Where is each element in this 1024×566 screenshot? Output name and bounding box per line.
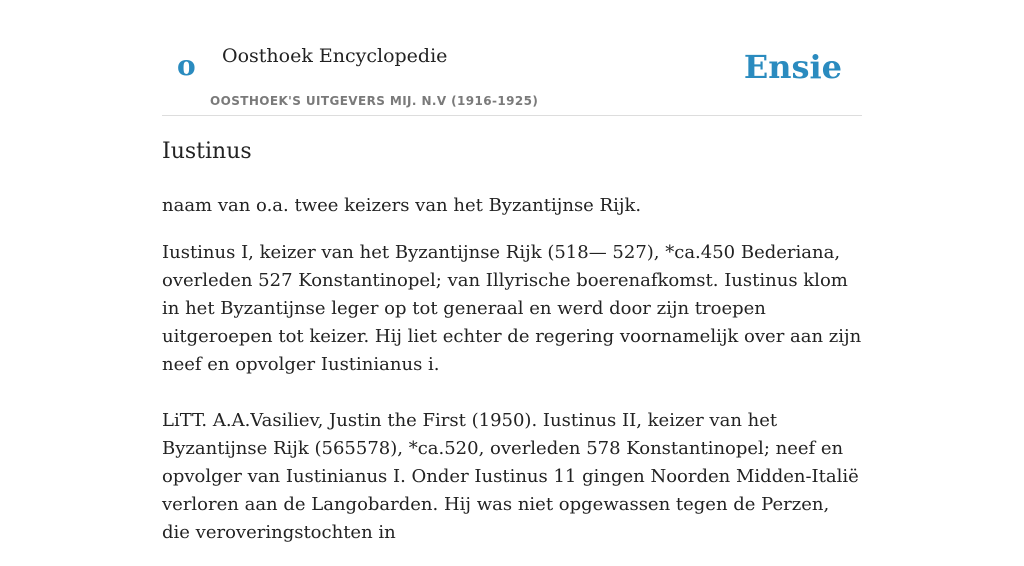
article-paragraph-literature: LiTT. A.A.Vasiliev, Justin the First (1950). Iustinus II, keizer van het Byzantijnse Rijk (565578), *ca.520, overleden 578 Konstantinopel; neef en opvolger van Iustinianus I. Onder Iustinus 11 gingen Noorden Midden-Italië verloren aan de Langobarden. Hij was niet opgewassen tegen de Perzen, die veroveringstochten in bbox=[162, 410, 859, 543]
article-body bbox=[162, 192, 862, 566]
page bbox=[162, 0, 862, 543]
article-title: Iustinus bbox=[162, 139, 252, 164]
article-paragraph-intro: naam van o.a. twee keizers van het Byzantijnse Rijk. bbox=[162, 195, 642, 216]
book-logo-icon[interactable]: o bbox=[177, 49, 196, 82]
book-title[interactable]: Oosthoek Encyclopedie bbox=[222, 45, 448, 67]
article-paragraph-iustinus-i: Iustinus I, keizer van het Byzantijnse Rijk (518— 527), *ca.450 Bederiana, overleden 527 Konstantinopel; van Illyrische boerenafkomst. Iustinus klom in het Byzantijnse leger op tot generaal en werd door zijn troepen uitgeroepen tot keizer. Hij liet echter de regering voornamelijk over aan zijn neef en opvolger Iustinianus i. bbox=[162, 242, 862, 375]
header bbox=[162, 0, 862, 116]
site-logo[interactable]: Ensie bbox=[743, 48, 842, 86]
publisher-label: OOSTHOEK'S UITGEVERS MIJ. N.V (1916-1925) bbox=[210, 94, 539, 108]
